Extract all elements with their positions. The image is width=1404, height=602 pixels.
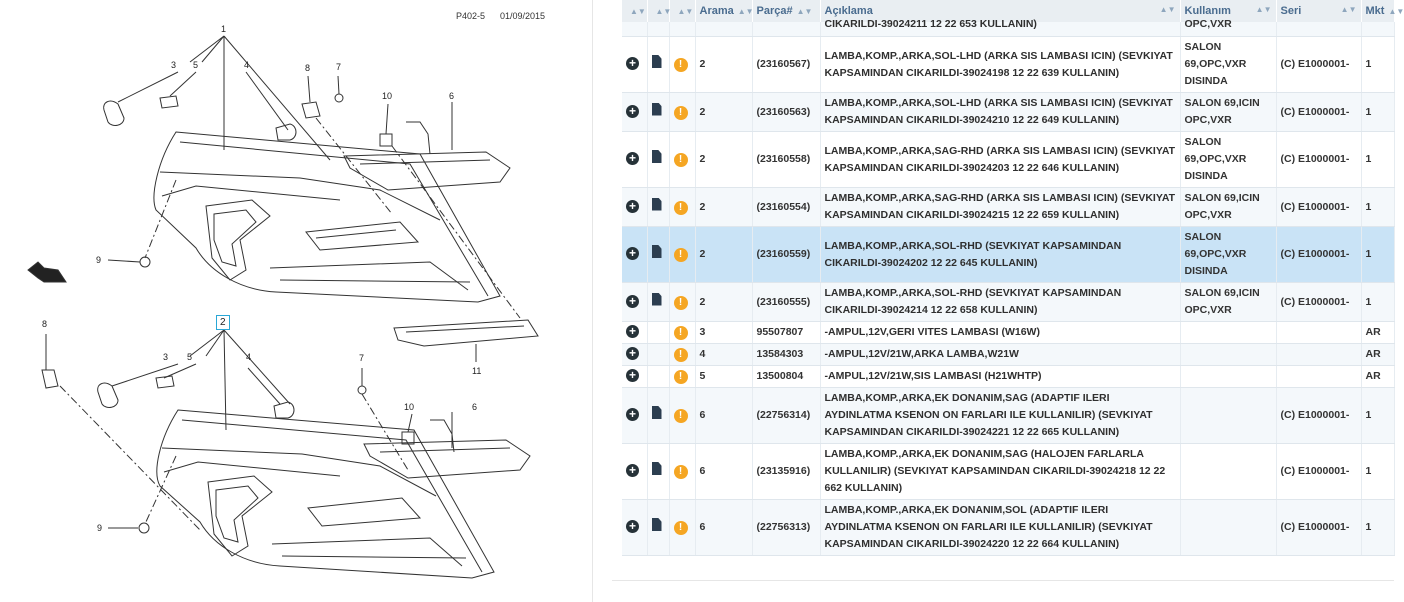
row-series: (C) E1000001- xyxy=(1280,153,1350,165)
row-description: LAMBA,KOMP.,ARKA,EK DONANIM,SAG (ADAPTIF ILERI AYDINLATMA KSENON ON FARLARI ILE KULLANILIR) (SEVKIYAT KAPSAMINDAN CIKARILDI-39024221 12 22 665 KULLANIN) xyxy=(824,392,1153,438)
row-key: 6 xyxy=(699,465,706,477)
plus-circle-icon[interactable]: + xyxy=(626,520,639,533)
row-key: 2 xyxy=(699,153,706,165)
row-qty: 1 xyxy=(1365,409,1372,421)
table-row[interactable] xyxy=(622,500,1394,556)
row-part-number: (23160558) xyxy=(756,153,811,165)
row-qty: 1 xyxy=(1365,58,1372,70)
sort-icon: ▲▼ xyxy=(1255,5,1272,14)
callout-1[interactable]: 1 xyxy=(221,24,227,34)
row-qty: 1 xyxy=(1365,521,1372,533)
warning-icon[interactable]: ! xyxy=(674,326,688,340)
document-icon[interactable] xyxy=(652,518,662,531)
table-row[interactable] xyxy=(622,388,1394,444)
row-description: LAMBA,KOMP.,ARKA,SOL-RHD (SEVKIYAT KAPSAMINDAN CIKARILDI-39024202 12 22 645 KULLANIN) xyxy=(824,239,1122,269)
callout-7[interactable]: 7 xyxy=(336,62,342,72)
row-qty: 1 xyxy=(1365,465,1372,477)
document-icon[interactable] xyxy=(652,103,662,116)
row-key: 2 xyxy=(699,295,706,308)
plus-circle-icon[interactable]: + xyxy=(626,57,639,70)
row-key: 5 xyxy=(699,370,706,382)
sort-icon: ▲▼ xyxy=(677,7,694,16)
row-description: LAMBA,KOMP.,ARKA,SAG-RHD (ARKA SIS LAMBASI ICIN) (SEVKIYAT KAPSAMINDAN CIKARILDI-39024215 12 22 659 KULLANIN) xyxy=(824,192,1176,221)
callout-9[interactable]: 9 xyxy=(96,255,102,265)
warning-icon[interactable]: ! xyxy=(674,201,688,215)
horizontal-scrollbar[interactable] xyxy=(612,580,1394,602)
table-row[interactable] xyxy=(622,444,1394,500)
row-description: CIKARILDI-39024211 12 22 653 KULLANIN) xyxy=(824,18,1037,30)
row-description: LAMBA,KOMP.,ARKA,SOL-LHD (ARKA SIS LAMBASI ICIN) (SEVKIYAT KAPSAMINDAN CIKARILDI-39024210 12 22 649 KULLANIN) xyxy=(824,97,1173,126)
header-kullanim[interactable]: Kullanım ▲▼ xyxy=(1180,0,1276,22)
row-key: 2 xyxy=(699,248,706,260)
plus-circle-icon[interactable]: + xyxy=(626,347,639,360)
row-part-number: 95507807 xyxy=(756,326,804,338)
row-part-number: (23135916) xyxy=(756,465,811,477)
row-part-number: (23160567) xyxy=(756,58,811,70)
row-part-number: (23160554) xyxy=(756,200,811,213)
row-part-number: (22756313) xyxy=(756,521,811,533)
warning-icon[interactable]: ! xyxy=(674,409,688,423)
sort-icon: ▲▼ xyxy=(1388,7,1404,16)
row-qty: 1 xyxy=(1365,105,1372,118)
row-key: 3 xyxy=(699,326,706,338)
callout-5[interactable]: 5 xyxy=(193,60,199,70)
table-body xyxy=(622,18,1394,556)
sort-icon: ▲▼ xyxy=(796,7,813,16)
plus-circle-icon[interactable]: + xyxy=(626,464,639,477)
row-description: LAMBA,KOMP.,ARKA,SOL-RHD (SEVKIYAT KAPSAMINDAN CIKARILDI-39024214 12 22 658 KULLANIN) xyxy=(824,287,1122,316)
row-description: LAMBA,KOMP.,ARKA,EK DONANIM,SOL (ADAPTIF ILERI AYDINLATMA KSENON ON FARLARI ILE KULLANILIR) (SEVKIYAT KAPSAMINDAN CIKARILDI-39024220 12 22 664 KULLANIN) xyxy=(824,504,1153,550)
row-series: (C) E1000001- xyxy=(1280,248,1350,260)
callout-6-bottom[interactable]: 6 xyxy=(472,402,478,412)
table-row-partial[interactable] xyxy=(622,22,1394,37)
callout-4-bottom[interactable]: 4 xyxy=(246,352,252,362)
row-description: LAMBA,KOMP.,ARKA,SOL-LHD (ARKA SIS LAMBASI ICIN) (SEVKIYAT KAPSAMINDAN CIKARILDI-39024198 12 22 639 KULLANIN) xyxy=(824,49,1173,79)
plus-circle-icon[interactable]: + xyxy=(626,369,639,382)
callout-10-bottom[interactable]: 10 xyxy=(404,402,415,412)
header-aciklama[interactable]: Açıklama ▲▼ xyxy=(820,0,1180,22)
sort-icon: ▲▼ xyxy=(1159,5,1176,14)
row-key: 2 xyxy=(699,58,706,70)
row-qty: AR xyxy=(1365,348,1381,360)
row-part-number: (23160563) xyxy=(756,105,811,118)
row-description: LAMBA,KOMP.,ARKA,SAG-RHD (ARKA SIS LAMBASI ICIN) (SEVKIYAT KAPSAMINDAN CIKARILDI-39024203 12 22 646 KULLANIN) xyxy=(824,144,1176,174)
header-doc[interactable] xyxy=(647,0,672,22)
document-icon[interactable] xyxy=(652,462,662,475)
table-row[interactable] xyxy=(622,37,1394,93)
sort-icon: ▲▼ xyxy=(737,7,754,16)
row-key: 6 xyxy=(699,521,706,533)
callout-10[interactable]: 10 xyxy=(382,91,393,101)
row-series: (C) E1000001- xyxy=(1280,521,1350,533)
row-qty: 1 xyxy=(1365,153,1372,165)
row-description: -AMPUL,12V/21W,SIS LAMBASI (H21WHTP) xyxy=(824,370,1042,382)
sort-icon: ▲▼ xyxy=(655,7,672,16)
row-part-number: (22756314) xyxy=(756,409,811,421)
row-series: (C) E1000001- xyxy=(1280,295,1350,308)
callout-8-bottom[interactable]: 8 xyxy=(42,319,48,329)
plus-circle-icon[interactable]: + xyxy=(626,247,639,260)
row-qty: AR xyxy=(1365,370,1381,382)
row-part-number: 13500804 xyxy=(756,370,804,382)
callout-3-bottom[interactable]: 3 xyxy=(163,352,169,362)
plus-circle-icon[interactable]: + xyxy=(626,105,639,118)
diagram-drawing xyxy=(0,0,592,602)
row-usage: SALON 69,ICIN OPC,VXR xyxy=(1184,192,1260,221)
sort-icon: ▲▼ xyxy=(630,7,646,16)
row-series: (C) E1000001- xyxy=(1280,200,1350,213)
warning-icon[interactable]: ! xyxy=(674,465,688,479)
row-series: (C) E1000001- xyxy=(1280,409,1350,421)
table-row[interactable] xyxy=(622,322,1394,344)
warning-icon[interactable]: ! xyxy=(674,370,688,384)
row-usage: SALON 69,ICIN OPC,VXR xyxy=(1184,97,1260,126)
table-row[interactable] xyxy=(622,188,1394,227)
row-qty: AR xyxy=(1365,326,1381,338)
header-info[interactable] xyxy=(669,0,695,22)
callout-9-bottom[interactable]: 9 xyxy=(97,523,103,533)
row-key: 4 xyxy=(699,348,706,360)
diagram-date: 01/09/2015 xyxy=(500,11,546,21)
row-usage: OPC,VXR xyxy=(1184,18,1232,30)
document-icon[interactable] xyxy=(652,55,662,68)
row-qty: 1 xyxy=(1365,200,1372,213)
callout-5-bottom[interactable]: 5 xyxy=(187,352,193,362)
callout-6[interactable]: 6 xyxy=(449,91,455,101)
document-icon[interactable] xyxy=(652,198,662,211)
table-row[interactable] xyxy=(622,93,1394,132)
parts-table xyxy=(622,0,1404,556)
header-mkt[interactable]: Mkt ▲▼ xyxy=(1361,0,1394,22)
row-description: -AMPUL,12V/21W,ARKA LAMBA,W21W xyxy=(824,348,1019,360)
document-icon[interactable] xyxy=(652,150,662,163)
callout-4[interactable]: 4 xyxy=(244,60,250,70)
table-row[interactable] xyxy=(622,283,1394,322)
plus-circle-icon[interactable]: + xyxy=(626,295,639,308)
callout-8[interactable]: 8 xyxy=(305,63,311,73)
document-icon[interactable] xyxy=(652,406,662,419)
callout-2-selected[interactable]: 2 xyxy=(216,315,230,330)
plus-circle-icon[interactable]: + xyxy=(626,200,639,213)
document-icon[interactable] xyxy=(652,245,662,258)
row-part-number: 13584303 xyxy=(756,348,804,360)
diagram-code: P402-5 xyxy=(456,11,486,21)
row-key: 6 xyxy=(699,409,706,421)
warning-icon[interactable]: ! xyxy=(674,348,688,362)
callout-7-bottom[interactable]: 7 xyxy=(359,353,365,363)
header-parca[interactable]: Parça# ▲▼ xyxy=(752,0,820,22)
row-part-number: (23160555) xyxy=(756,295,811,308)
row-part-number: (23160559) xyxy=(756,248,811,260)
warning-icon[interactable]: ! xyxy=(674,106,688,120)
row-description: -AMPUL,12V,GERI VITES LAMBASI (W16W) xyxy=(824,326,1040,338)
row-key: 2 xyxy=(699,200,706,213)
warning-icon[interactable]: ! xyxy=(674,248,688,262)
plus-circle-icon[interactable]: + xyxy=(626,408,639,421)
document-icon[interactable] xyxy=(652,293,662,306)
warning-icon[interactable]: ! xyxy=(674,153,688,167)
header-arama[interactable]: Arama ▲▼ xyxy=(695,0,752,22)
table-row[interactable] xyxy=(622,227,1394,283)
row-description: LAMBA,KOMP.,ARKA,EK DONANIM,SAG (HALOJEN FARLARLA KULLANILIR) (SEVKIYAT KAPSAMINDAN CIKARILDI-39024218 12 22 662 KULLANIN) xyxy=(824,448,1166,494)
table-row[interactable] xyxy=(622,344,1394,366)
row-usage: SALON 69,OPC,VXR DISINDA xyxy=(1184,41,1247,87)
row-series: (C) E1000001- xyxy=(1280,465,1350,477)
plus-circle-icon[interactable]: + xyxy=(626,325,639,338)
row-qty: 1 xyxy=(1365,248,1372,260)
row-usage: SALON 69,ICIN OPC,VXR xyxy=(1184,287,1260,316)
plus-circle-icon[interactable]: + xyxy=(626,152,639,165)
row-qty: 1 xyxy=(1365,295,1372,308)
header-expand[interactable] xyxy=(622,0,647,22)
warning-icon[interactable]: ! xyxy=(674,521,688,535)
panel-divider[interactable] xyxy=(592,0,612,602)
parts-table-panel xyxy=(622,0,1404,580)
row-usage: SALON 69,OPC,VXR DISINDA xyxy=(1184,231,1247,277)
row-usage: SALON 69,OPC,VXR DISINDA xyxy=(1184,136,1247,182)
header-seri[interactable]: Seri ▲▼ xyxy=(1276,0,1361,22)
table-row[interactable] xyxy=(622,132,1394,188)
table-row[interactable] xyxy=(622,366,1394,388)
callout-3[interactable]: 3 xyxy=(171,60,177,70)
row-key: 2 xyxy=(699,105,706,118)
parts-diagram[interactable] xyxy=(0,0,592,602)
warning-icon[interactable]: ! xyxy=(674,58,688,72)
callout-11[interactable]: 11 xyxy=(472,366,482,376)
row-series: (C) E1000001- xyxy=(1280,105,1350,118)
row-series: (C) E1000001- xyxy=(1280,58,1350,70)
warning-icon[interactable]: ! xyxy=(674,296,688,310)
sort-icon: ▲▼ xyxy=(1340,5,1357,14)
